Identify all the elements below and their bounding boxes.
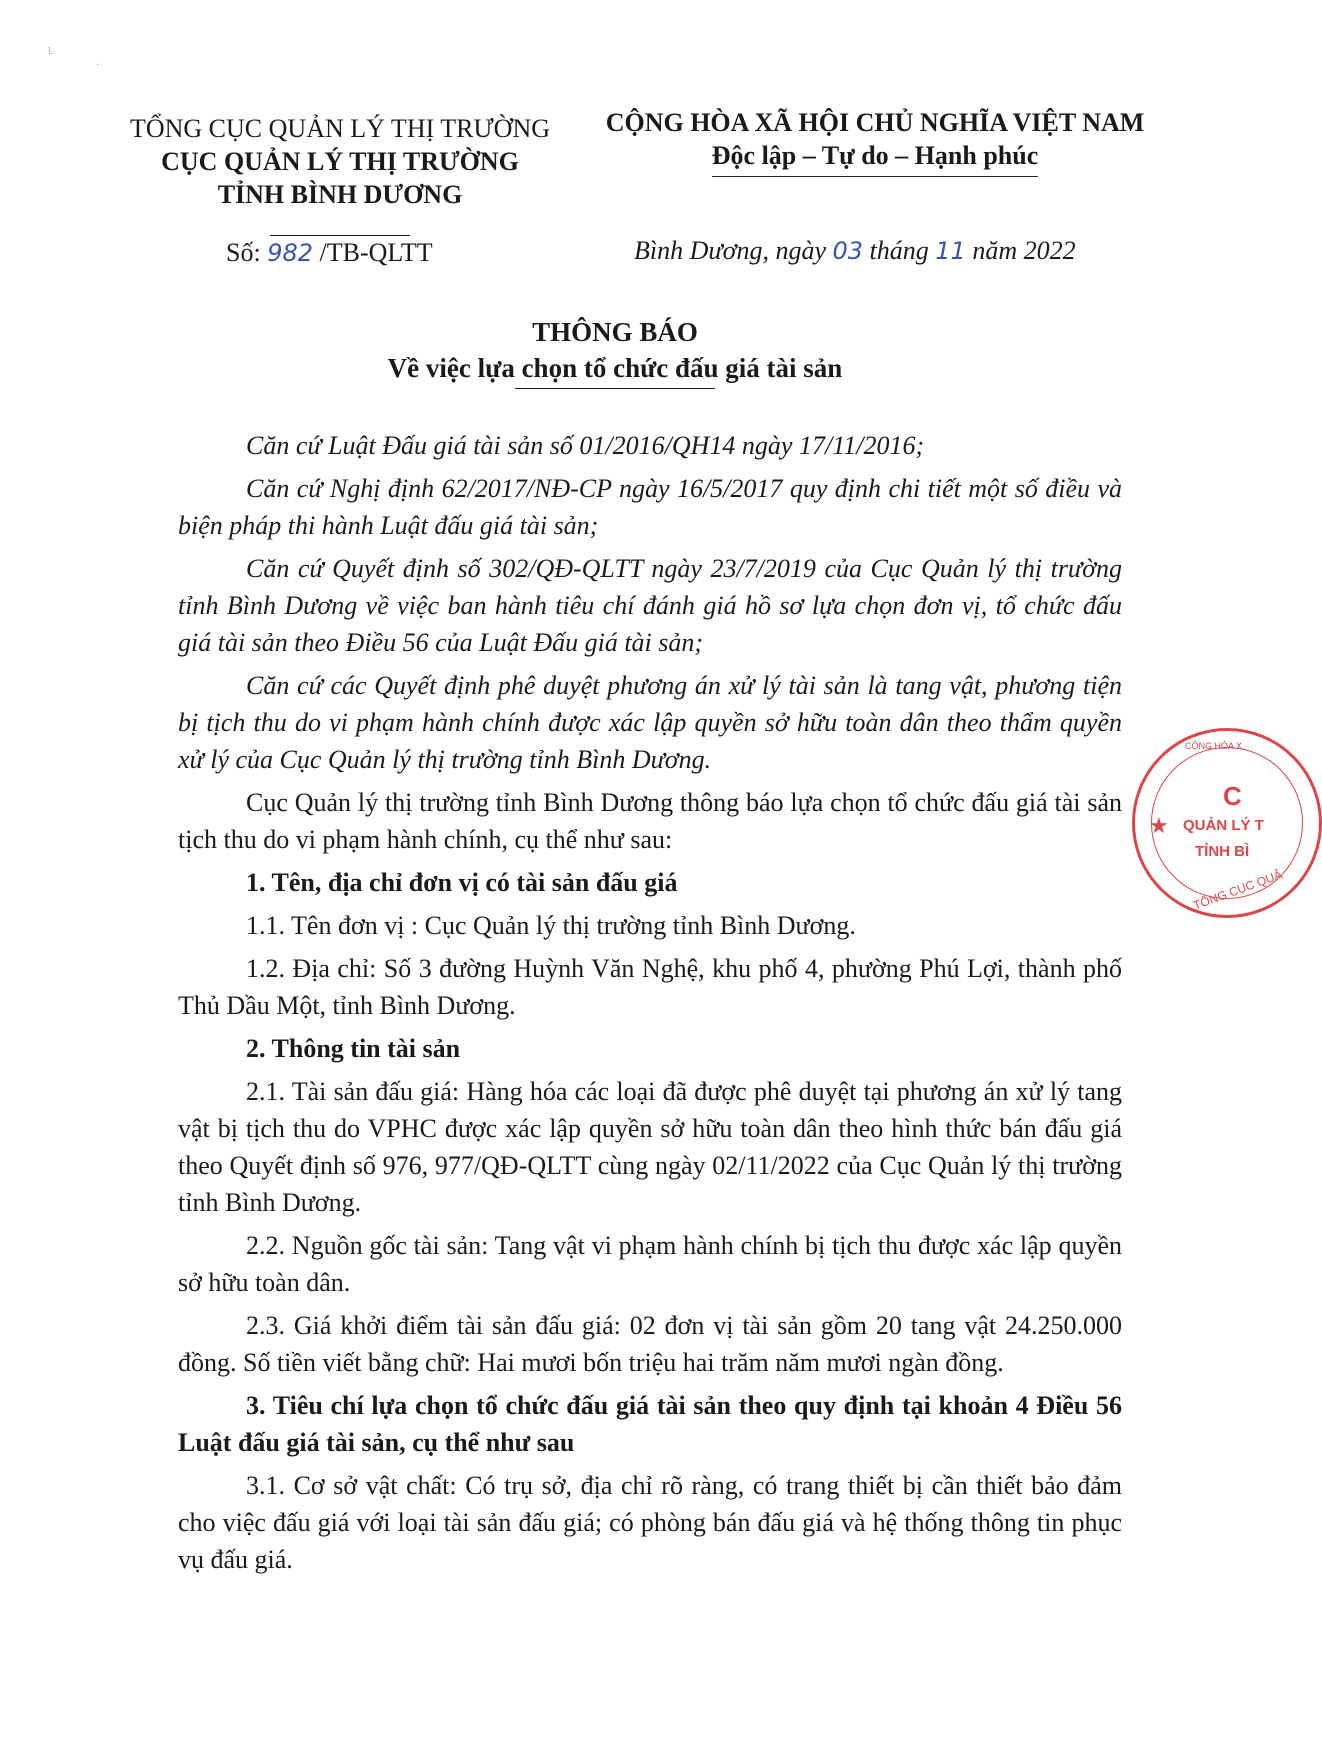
national-motto: Độc lập – Tự do – Hạnh phúc [712,139,1039,177]
legal-basis-4: Căn cứ các Quyết định phê duyệt phương án xử lý tài sản là tang vật, phương tiện bị tịch thu do vi phạm hành chính được xác lập quyền sở hữu toàn dân theo thẩm quyền xử lý của Cục Quản lý thị trường tỉnh Bình Dương. [178,671,1122,774]
document-number-prefix: Số: [226,238,261,267]
legal-basis-2: Căn cứ Nghị định 62/2017/NĐ-CP ngày 16/5/2017 quy định chi tiết một số điều và biện pháp thi hành Luật đấu giá tài sản; [178,474,1122,540]
seal-star-icon: ★ [1149,813,1169,838]
national-title: CỘNG HÒA XÃ HỘI CHỦ NGHĨA VIỆT NAM [605,108,1145,137]
seal-top-text: CỘNG HÒA X [1185,741,1243,751]
section-2-3: 2.3. Giá khởi điểm tài sản đấu giá: 02 đơn vị tài sản gồm 20 tang vật 24.250.000 đồng. Số tiền viết bằng chữ: Hai mươi bốn triệu hai trăm năm mươi ngàn đồng. [178,1311,1122,1377]
scan-artifact-icon: · [96,60,100,71]
seal-bottom-text: TỔNG CỤC QUẢ [1191,867,1284,913]
section-1-2: 1.2. Địa chỉ: Số 3 đường Huỳnh Văn Nghệ, khu phố 4, phường Phú Lợi, thành phố Thủ Dầu Một, tỉnh Bình Dương. [178,954,1122,1020]
official-seal-icon [1132,728,1322,918]
document-number-suffix: /TB-QLTT [319,238,433,267]
section-1-1: 1.1. Tên đơn vị : Cục Quản lý thị trường tỉnh Bình Dương. [246,911,856,940]
title-subject: Về việc lựa chọn tổ chức đấu giá tài sản [387,353,843,383]
issuer-header [120,112,560,244]
dateline-month: 11 [935,237,966,265]
title-underline [515,388,715,389]
section-2-2: 2.2. Nguồn gốc tài sản: Tang vật vi phạm hành chính bị tịch thu được xác lập quyền sở hữu toàn dân. [178,1231,1122,1297]
section-3-1: 3.1. Cơ sở vật chất: Có trụ sở, địa chỉ rõ ràng, có trang thiết bị cần thiết bảo đảm cho việc đấu giá với loại tài sản đấu giá; có phòng bán đấu giá và hệ thống thông tin phục vụ đấu giá. [178,1471,1122,1574]
dateline-year: năm 2022 [972,236,1076,265]
document-body [178,427,1122,1584]
document-number-handwritten: 982 [267,239,313,267]
announcement-intro: Cục Quản lý thị trường tỉnh Bình Dương thông báo lựa chọn tổ chức đấu giá tài sản tịch thu do vi phạm hành chính, cụ thể như sau: [178,788,1122,854]
section-heading-1: 1. Tên, địa chỉ đơn vị có tài sản đấu giá [246,868,678,897]
title-main: THÔNG BÁO [532,317,698,347]
seal-center-letter: C [1223,781,1242,811]
document-dateline [634,236,1076,266]
document-title [0,314,1230,389]
section-heading-2: 2. Thông tin tài sản [246,1034,461,1063]
issuer-agency: CỤC QUẢN LÝ THỊ TRƯỜNG [161,147,519,176]
legal-basis-1: Căn cứ Luật Đấu giá tài sản số 01/2016/QH14 ngày 17/11/2016; [246,431,925,460]
issuer-underline [270,235,410,236]
scan-artifact-icon: ⁞. [48,46,54,57]
document-number [226,238,433,268]
section-heading-3: 3. Tiêu chí lựa chọn tổ chức đấu giá tài sản theo quy định tại khoản 4 Điều 56 Luật đấu giá tài sản, cụ thể như sau [178,1391,1122,1457]
dateline-day: 03 [832,237,864,265]
seal-line-a: QUẢN LÝ T [1183,817,1264,834]
issuer-parent-agency: TỔNG CỤC QUẢN LÝ THỊ TRƯỜNG [129,114,551,143]
dateline-place: Bình Dương, ngày [634,236,826,265]
issuer-province: TỈNH BÌNH DƯƠNG [217,180,463,209]
legal-basis-3: Căn cứ Quyết định số 302/QĐ-QLTT ngày 23/7/2019 của Cục Quản lý thị trường tỉnh Bình Dương về việc ban hành tiêu chí đánh giá hồ sơ lựa chọn đơn vị, tổ chức đấu giá tài sản theo Điều 56 của Luật Đấu giá tài sản; [178,554,1122,657]
dateline-month-label: tháng [869,236,929,265]
section-2-1: 2.1. Tài sản đấu giá: Hàng hóa các loại đã được phê duyệt tại phương án xử lý tang vật bị tịch thu do VPHC được xác lập quyền sở hữu toàn dân theo hình thức bán đấu giá theo Quyết định số 976, 977/QĐ-QLTT cùng ngày 02/11/2022 của Cục Quản lý thị trường tỉnh Bình Dương. [178,1077,1122,1217]
seal-line-b: TỈNH BÌ [1195,843,1250,860]
national-header [605,106,1145,177]
